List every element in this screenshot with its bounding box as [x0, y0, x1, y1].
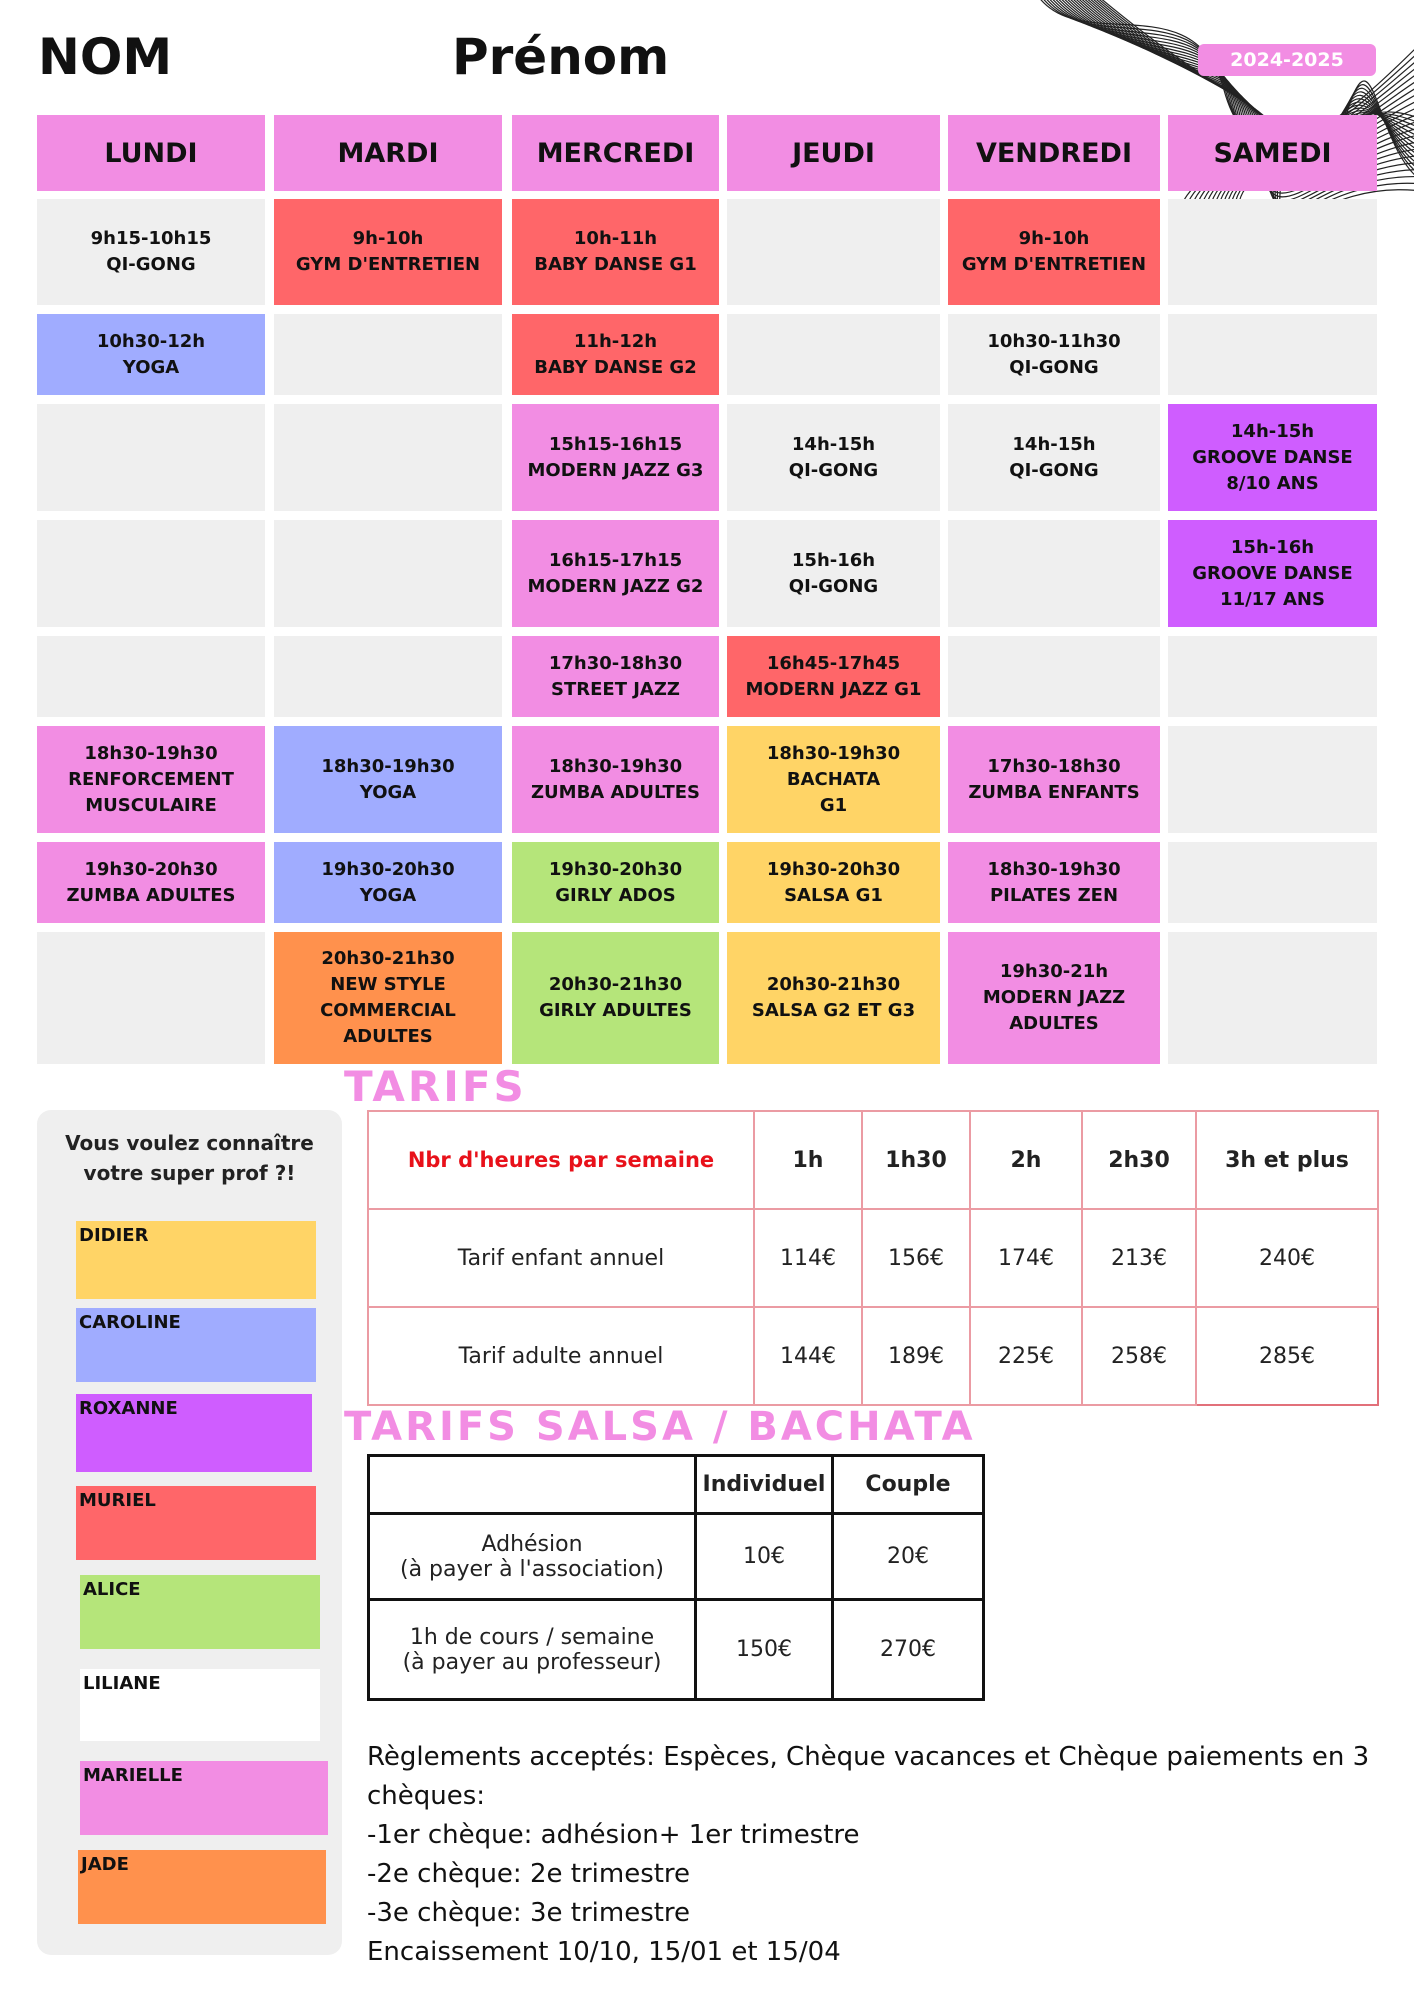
class-slot-line: ADULTES	[343, 1026, 433, 1047]
class-slot	[512, 932, 719, 1064]
empty-slot	[1168, 726, 1377, 833]
salsa-label-cell	[369, 1514, 696, 1600]
tarifs-cell: 174€	[970, 1209, 1082, 1307]
day-header: VENDREDI	[948, 115, 1160, 191]
note-line: -2e chèque: 2e trimestre	[367, 1859, 691, 1889]
class-slot-line: SALSA G1	[784, 884, 883, 906]
class-slot-line: 11h-12h	[573, 330, 658, 352]
class-slot-line: 15h-16h	[791, 549, 876, 571]
class-slot-line: GROOVE DANSE	[1192, 562, 1353, 584]
empty-slot	[948, 520, 1160, 627]
class-slot-line: 8/10 ANS	[1226, 472, 1319, 494]
empty-slot	[1168, 199, 1377, 305]
class-slot	[274, 726, 502, 833]
salsa-header-cell: Individuel	[696, 1456, 833, 1514]
class-slot	[1168, 520, 1377, 627]
class-slot-line: 20h30-21h30	[321, 948, 455, 969]
class-slot	[274, 842, 502, 923]
empty-slot	[274, 404, 502, 511]
class-slot-line: GIRLY ADULTES	[539, 1000, 692, 1021]
class-slot-line: MODERN JAZZ G2	[527, 575, 704, 597]
tarifs-header-cell: 2h	[970, 1111, 1082, 1209]
class-slot-line: QI-GONG	[106, 254, 196, 275]
class-slot	[727, 520, 940, 627]
class-slot-line: MODERN JAZZ	[982, 987, 1126, 1008]
empty-slot	[1168, 932, 1377, 1064]
class-slot	[948, 314, 1160, 395]
tarifs-table	[367, 1110, 1379, 1406]
class-slot	[37, 842, 265, 923]
class-slot-line: ZUMBA ADULTES	[66, 884, 236, 906]
class-slot-line: 20h30-21h30	[766, 974, 901, 995]
empty-slot	[948, 636, 1160, 717]
salsa-label-line: (à payer à l'association)	[399, 1556, 664, 1582]
class-slot-line: ADULTES	[1009, 1013, 1099, 1034]
prof-chip: MURIEL	[76, 1486, 316, 1560]
empty-slot	[37, 932, 265, 1064]
class-slot-line: MODERN JAZZ G1	[745, 678, 922, 700]
tarifs-header-cell: Nbr d'heures par semaine	[368, 1111, 754, 1209]
class-slot-line: PILATES ZEN	[989, 884, 1119, 906]
prof-chip: CAROLINE	[76, 1308, 316, 1382]
empty-slot	[1168, 842, 1377, 923]
salsa-tarifs-table	[367, 1454, 985, 1701]
day-header: SAMEDI	[1168, 115, 1377, 191]
class-slot	[948, 726, 1160, 833]
class-slot	[512, 520, 719, 627]
note-line: -3e chèque: 3e trimestre	[367, 1898, 691, 1928]
class-slot-line: COMMERCIAL	[320, 1000, 456, 1021]
prof-chip: MARIELLE	[80, 1761, 328, 1835]
empty-slot	[274, 636, 502, 717]
class-slot-line: SALSA G2 ET G3	[751, 1000, 916, 1021]
class-slot-line: 18h30-19h30	[84, 742, 218, 764]
tarifs-cell: 285€	[1196, 1307, 1378, 1405]
tarifs-header-cell: 3h et plus	[1196, 1111, 1378, 1209]
class-slot-line: 10h30-12h	[96, 330, 206, 352]
empty-slot	[727, 314, 940, 395]
salsa-header-cell	[369, 1456, 696, 1514]
class-slot-line: QI-GONG	[788, 459, 879, 481]
class-slot-line: G1	[819, 794, 848, 816]
class-slot-line: 15h15-16h15	[548, 433, 683, 455]
class-slot-line: 19h30-21h	[999, 961, 1109, 982]
salsa-cell: 20€	[833, 1514, 984, 1600]
class-slot-line: 14h-15h	[1012, 433, 1096, 455]
prenom-label: Prénom	[452, 28, 670, 86]
class-slot-line: BABY DANSE G1	[534, 254, 697, 275]
class-slot-line: YOGA	[359, 884, 417, 906]
class-slot-line: 20h30-21h30	[548, 974, 683, 995]
class-slot-line: 18h30-19h30	[987, 858, 1121, 880]
empty-slot	[274, 314, 502, 395]
class-slot	[727, 726, 940, 833]
prof-chip: DIDIER	[76, 1221, 316, 1299]
tarifs-cell: 240€	[1196, 1209, 1378, 1307]
class-slot-line: 17h30-18h30	[548, 652, 683, 674]
class-slot-line: 17h30-18h30	[987, 755, 1121, 777]
class-slot	[948, 842, 1160, 923]
tarifs-cell: 156€	[862, 1209, 970, 1307]
class-slot	[727, 842, 940, 923]
salsa-row	[369, 1514, 984, 1600]
tarifs-header-cell: 1h	[754, 1111, 862, 1209]
nom-label: NOM	[38, 28, 173, 86]
class-slot-line: ZUMBA ENFANTS	[968, 781, 1140, 803]
class-slot	[37, 199, 265, 305]
class-slot-line: 14h-15h	[1230, 420, 1315, 442]
class-slot	[1168, 404, 1377, 511]
class-slot	[727, 636, 940, 717]
note-line: Règlements acceptés: Espèces, Chèque vacances et Chèque paiements en 3	[367, 1742, 1370, 1772]
class-slot-line: 10h30-11h30	[987, 330, 1121, 352]
tarifs-cell: Tarif adulte annuel	[368, 1307, 754, 1405]
class-slot-line: QI-GONG	[1009, 356, 1099, 378]
class-slot-line: 18h30-19h30	[548, 755, 683, 777]
tarifs-cell: 258€	[1082, 1307, 1196, 1405]
class-slot	[512, 314, 719, 395]
class-slot	[274, 932, 502, 1064]
class-slot	[948, 404, 1160, 511]
class-slot-line: 9h-10h	[1018, 228, 1090, 249]
empty-slot	[727, 199, 940, 305]
class-slot-line: 18h30-19h30	[766, 742, 901, 764]
class-slot-line: GROOVE DANSE	[1192, 446, 1353, 468]
class-slot-line: NEW STYLE	[330, 974, 446, 995]
salsa-label-cell	[369, 1600, 696, 1700]
salsa-header-cell: Couple	[833, 1456, 984, 1514]
prof-chip: ALICE	[80, 1575, 320, 1649]
class-slot-line: GYM D'ENTRETIEN	[961, 254, 1147, 275]
tarifs-cell: 213€	[1082, 1209, 1196, 1307]
class-slot-line: 11/17 ANS	[1220, 588, 1325, 610]
prof-chip: JADE	[78, 1850, 326, 1924]
class-slot-line: RENFORCEMENT	[68, 768, 234, 790]
salsa-row	[369, 1600, 984, 1700]
class-slot	[37, 726, 265, 833]
class-slot	[512, 199, 719, 305]
profs-question: Vous voulez connaître votre super prof ?!	[65, 1131, 314, 1185]
prof-chip: ROXANNE	[76, 1394, 312, 1472]
class-slot	[727, 404, 940, 511]
empty-slot	[37, 404, 265, 511]
tarifs-header-cell: 2h30	[1082, 1111, 1196, 1209]
note-line: -1er chèque: adhésion+ 1er trimestre	[367, 1820, 860, 1850]
day-header: JEUDI	[727, 115, 940, 191]
class-slot	[512, 842, 719, 923]
salsa-cell: 10€	[696, 1514, 833, 1600]
class-slot-line: 19h30-20h30	[84, 858, 218, 880]
empty-slot	[37, 520, 265, 627]
class-slot	[512, 726, 719, 833]
class-slot-line: YOGA	[122, 356, 180, 378]
class-slot-line: 19h30-20h30	[548, 858, 683, 880]
salsa-label-line: Adhésion	[481, 1531, 583, 1557]
day-header: LUNDI	[37, 115, 265, 191]
class-slot	[512, 636, 719, 717]
class-slot-line: GIRLY ADOS	[555, 884, 676, 906]
salsa-cell: 150€	[696, 1600, 833, 1700]
empty-slot	[1168, 636, 1377, 717]
class-slot-line: QI-GONG	[788, 575, 879, 597]
class-slot-line: YOGA	[359, 781, 417, 803]
class-slot-line: MODERN JAZZ G3	[527, 459, 704, 481]
tarifs-cell: 189€	[862, 1307, 970, 1405]
salsa-tarifs-title: TARIFS SALSA / BACHATA	[344, 1404, 976, 1450]
class-slot-line: 18h30-19h30	[321, 755, 455, 777]
note-line: Encaissement 10/10, 15/01 et 15/04	[367, 1937, 841, 1967]
tarifs-cell: 225€	[970, 1307, 1082, 1405]
class-slot-line: BACHATA	[786, 768, 881, 790]
class-slot-line: BABY DANSE G2	[534, 356, 697, 378]
class-slot-line: GYM D'ENTRETIEN	[295, 254, 481, 275]
class-slot-line: 16h15-17h15	[548, 549, 683, 571]
tarifs-cell: 144€	[754, 1307, 862, 1405]
empty-slot	[37, 636, 265, 717]
class-slot-line: 19h30-20h30	[321, 858, 455, 880]
class-slot	[37, 314, 265, 395]
class-slot-line: ZUMBA ADULTES	[530, 781, 700, 803]
tarifs-cell: Tarif enfant annuel	[368, 1209, 754, 1307]
class-slot	[948, 932, 1160, 1064]
class-slot	[948, 199, 1160, 305]
class-slot-line: 9h-10h	[352, 228, 424, 249]
salsa-label-line: (à payer au professeur)	[402, 1649, 662, 1675]
day-header: MERCREDI	[512, 115, 719, 191]
class-slot	[274, 199, 502, 305]
year-badge: 2024-2025	[1198, 44, 1376, 76]
tarifs-row	[368, 1307, 1378, 1405]
class-slot	[727, 932, 940, 1064]
class-slot-line: MUSCULAIRE	[85, 794, 217, 816]
class-slot-line: 9h15-10h15	[90, 228, 212, 249]
class-slot-line: STREET JAZZ	[551, 678, 680, 700]
salsa-header-row	[369, 1456, 984, 1514]
payment-notes	[367, 1738, 1397, 1972]
empty-slot	[274, 520, 502, 627]
class-slot	[512, 404, 719, 511]
class-slot-line: QI-GONG	[1009, 459, 1099, 481]
tarifs-row	[368, 1209, 1378, 1307]
class-slot-line: 15h-16h	[1230, 536, 1315, 558]
day-header: MARDI	[274, 115, 502, 191]
prof-chip: LILIANE	[80, 1669, 320, 1741]
class-slot-line: 10h-11h	[573, 228, 658, 249]
salsa-cell: 270€	[833, 1600, 984, 1700]
class-slot-line: 19h30-20h30	[766, 858, 901, 880]
tarifs-cell: 114€	[754, 1209, 862, 1307]
class-slot-line: 14h-15h	[791, 433, 876, 455]
tarifs-title: TARIFS	[344, 1062, 527, 1111]
tarifs-header-cell: 1h30	[862, 1111, 970, 1209]
class-slot-line: 16h45-17h45	[766, 652, 901, 674]
empty-slot	[1168, 314, 1377, 395]
tarifs-header-row	[368, 1111, 1378, 1209]
salsa-label-line: 1h de cours / semaine	[409, 1624, 655, 1650]
note-line: chèques:	[367, 1781, 486, 1811]
